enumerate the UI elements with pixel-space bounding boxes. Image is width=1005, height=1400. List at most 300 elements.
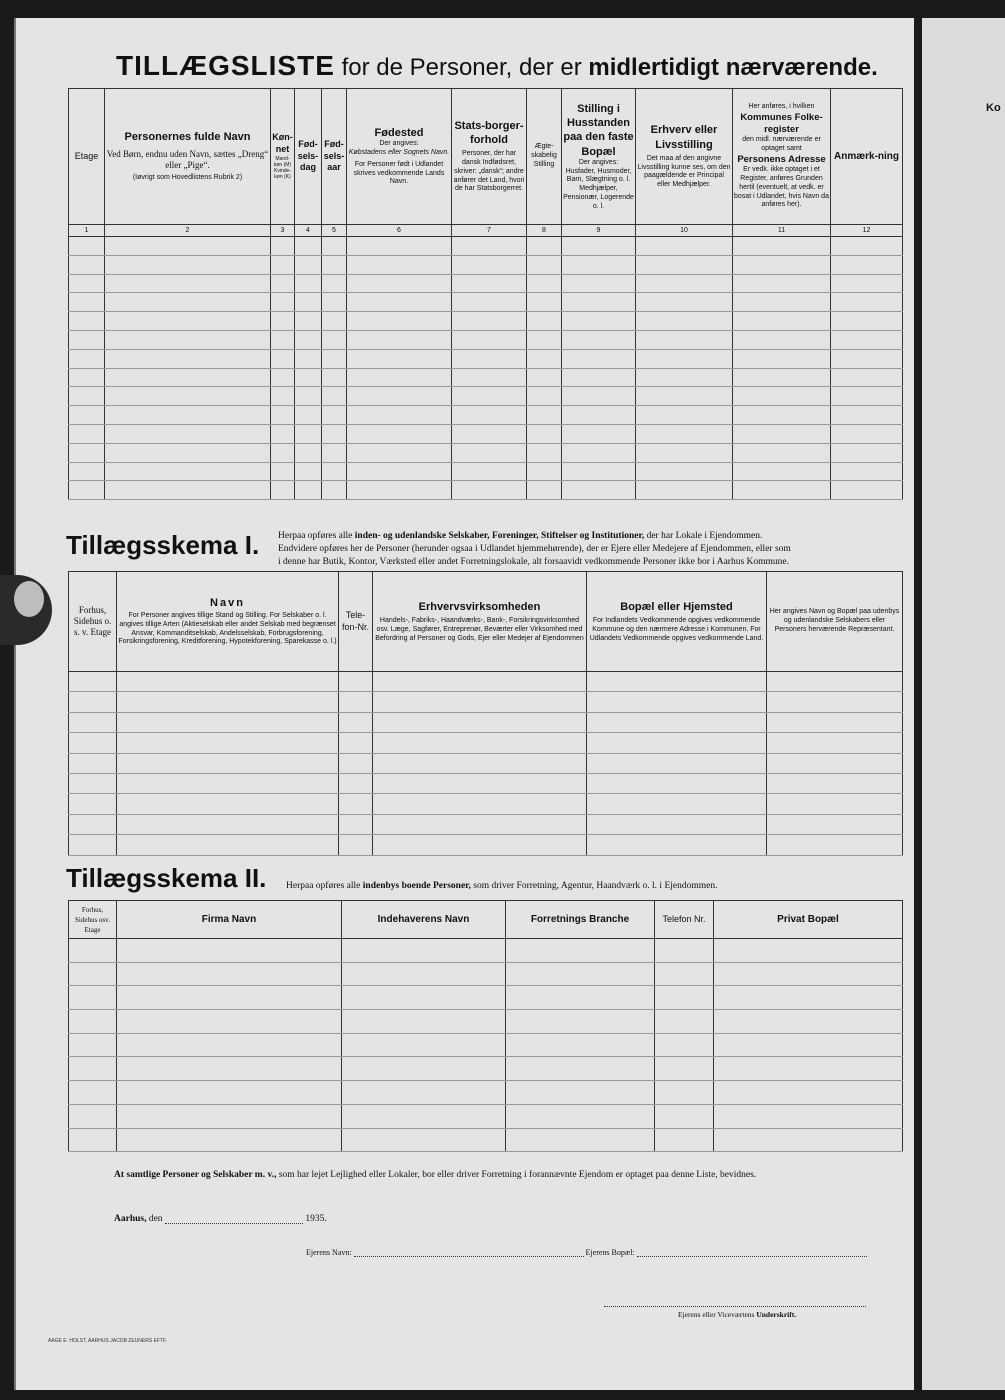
- form-cell[interactable]: [636, 424, 733, 443]
- column-numbers-row: [69, 225, 903, 237]
- form-cell[interactable]: [339, 835, 373, 855]
- form-cell[interactable]: [69, 939, 117, 963]
- form-cell[interactable]: [295, 368, 322, 387]
- form-cell[interactable]: [767, 753, 903, 773]
- form-cell[interactable]: [587, 773, 767, 793]
- form-cell[interactable]: [636, 330, 733, 349]
- form-cell[interactable]: [295, 481, 322, 500]
- table-row: [69, 773, 903, 793]
- form-cell[interactable]: [271, 255, 295, 274]
- form-cell[interactable]: [506, 962, 655, 986]
- form-cell[interactable]: [117, 712, 339, 732]
- form-cell[interactable]: [655, 986, 714, 1010]
- form-cell[interactable]: [322, 387, 347, 406]
- col-number: 9: [562, 225, 636, 237]
- form-cell[interactable]: [69, 1104, 117, 1128]
- form-cell[interactable]: [69, 712, 117, 732]
- form-cell[interactable]: [636, 387, 733, 406]
- form-cell[interactable]: [347, 312, 452, 331]
- form-cell[interactable]: [339, 672, 373, 692]
- form-cell[interactable]: [452, 330, 527, 349]
- s2-col-floor: Forhus, Sidehus osv. Etage: [69, 901, 117, 939]
- form-cell[interactable]: [527, 368, 562, 387]
- form-cell[interactable]: [831, 293, 903, 312]
- form-cell[interactable]: [587, 835, 767, 855]
- form-cell[interactable]: [271, 293, 295, 312]
- form-cell[interactable]: [347, 406, 452, 425]
- form-cell[interactable]: [562, 330, 636, 349]
- form-cell[interactable]: [69, 753, 117, 773]
- form-cell[interactable]: [452, 368, 527, 387]
- form-cell[interactable]: [733, 293, 831, 312]
- form-cell[interactable]: [452, 387, 527, 406]
- form-cell[interactable]: [636, 274, 733, 293]
- form-cell[interactable]: [339, 773, 373, 793]
- form-cell[interactable]: [767, 794, 903, 814]
- form-cell[interactable]: [527, 481, 562, 500]
- form-cell[interactable]: [587, 733, 767, 753]
- form-cell[interactable]: [733, 255, 831, 274]
- form-cell[interactable]: [562, 255, 636, 274]
- form-cell[interactable]: [117, 1033, 342, 1057]
- table-row: [69, 443, 903, 462]
- form-cell[interactable]: [105, 330, 271, 349]
- form-cell[interactable]: [373, 672, 587, 692]
- form-cell[interactable]: [562, 312, 636, 331]
- form-cell[interactable]: [527, 387, 562, 406]
- form-cell[interactable]: [295, 424, 322, 443]
- form-cell[interactable]: [322, 330, 347, 349]
- form-cell[interactable]: [347, 368, 452, 387]
- form-cell[interactable]: [342, 1104, 506, 1128]
- form-cell[interactable]: [295, 312, 322, 331]
- form-cell[interactable]: [347, 424, 452, 443]
- form-cell[interactable]: [831, 424, 903, 443]
- form-cell[interactable]: [117, 962, 342, 986]
- form-cell[interactable]: [562, 368, 636, 387]
- form-cell[interactable]: [733, 312, 831, 331]
- form-cell[interactable]: [295, 349, 322, 368]
- form-cell[interactable]: [69, 274, 105, 293]
- form-cell[interactable]: [733, 462, 831, 481]
- form-cell[interactable]: [322, 443, 347, 462]
- form-cell[interactable]: [295, 330, 322, 349]
- form-cell[interactable]: [105, 481, 271, 500]
- form-cell[interactable]: [339, 733, 373, 753]
- form-cell[interactable]: [342, 1057, 506, 1081]
- form-cell[interactable]: [295, 406, 322, 425]
- form-cell[interactable]: [527, 443, 562, 462]
- owner-line: Ejerens Navn: Ejerens Bopæl:: [306, 1248, 867, 1257]
- s1-col-representative: Her angives Navn og Bopæl paa udenbys og udenlandske Selskabers eller Personers herværende Repræsentant.: [767, 572, 903, 672]
- table-row: [69, 753, 903, 773]
- form-cell[interactable]: [69, 368, 105, 387]
- form-cell[interactable]: [527, 312, 562, 331]
- form-cell[interactable]: [117, 672, 339, 692]
- form-cell[interactable]: [831, 387, 903, 406]
- form-cell[interactable]: [339, 753, 373, 773]
- form-cell[interactable]: [452, 481, 527, 500]
- form-cell[interactable]: [527, 349, 562, 368]
- form-cell[interactable]: [373, 835, 587, 855]
- form-cell[interactable]: [322, 293, 347, 312]
- form-cell[interactable]: [767, 814, 903, 834]
- form-cell[interactable]: [587, 672, 767, 692]
- form-cell[interactable]: [295, 255, 322, 274]
- form-cell[interactable]: [69, 462, 105, 481]
- form-cell[interactable]: [506, 1057, 655, 1081]
- form-cell[interactable]: [562, 293, 636, 312]
- form-cell[interactable]: [295, 237, 322, 256]
- form-cell[interactable]: [527, 424, 562, 443]
- form-cell[interactable]: [322, 424, 347, 443]
- form-cell[interactable]: [69, 986, 117, 1010]
- form-cell[interactable]: [655, 1128, 714, 1152]
- form-cell[interactable]: [506, 1128, 655, 1152]
- form-cell[interactable]: [655, 1010, 714, 1034]
- form-cell[interactable]: [271, 406, 295, 425]
- form-cell[interactable]: [339, 692, 373, 712]
- form-cell[interactable]: [271, 330, 295, 349]
- form-cell[interactable]: [733, 237, 831, 256]
- form-cell[interactable]: [271, 349, 295, 368]
- form-cell[interactable]: [733, 330, 831, 349]
- form-cell[interactable]: [69, 733, 117, 753]
- form-cell[interactable]: [733, 406, 831, 425]
- form-cell[interactable]: [636, 368, 733, 387]
- form-cell[interactable]: [117, 939, 342, 963]
- form-cell[interactable]: [714, 962, 903, 986]
- form-cell[interactable]: [373, 712, 587, 732]
- form-cell[interactable]: [342, 939, 506, 963]
- form-cell[interactable]: [636, 237, 733, 256]
- form-cell[interactable]: [105, 312, 271, 331]
- form-cell[interactable]: [295, 387, 322, 406]
- form-cell[interactable]: [347, 274, 452, 293]
- form-cell[interactable]: [831, 312, 903, 331]
- form-cell[interactable]: [587, 814, 767, 834]
- schema2-heading: [66, 863, 266, 894]
- form-cell[interactable]: [562, 443, 636, 462]
- form-cell[interactable]: [105, 293, 271, 312]
- form-cell[interactable]: [271, 312, 295, 331]
- form-cell[interactable]: [295, 462, 322, 481]
- form-cell[interactable]: [452, 237, 527, 256]
- form-cell[interactable]: [105, 387, 271, 406]
- form-cell[interactable]: [373, 733, 587, 753]
- form-cell[interactable]: [117, 733, 339, 753]
- form-cell[interactable]: [733, 274, 831, 293]
- form-cell[interactable]: [347, 387, 452, 406]
- table-row: [69, 1010, 903, 1034]
- form-cell[interactable]: [452, 349, 527, 368]
- form-cell[interactable]: [527, 274, 562, 293]
- form-cell[interactable]: [506, 939, 655, 963]
- form-cell[interactable]: [271, 274, 295, 293]
- form-cell[interactable]: [322, 274, 347, 293]
- owner-name-field[interactable]: [354, 1256, 584, 1257]
- form-cell[interactable]: [105, 349, 271, 368]
- form-cell[interactable]: [714, 939, 903, 963]
- form-cell[interactable]: [562, 237, 636, 256]
- form-cell[interactable]: [452, 255, 527, 274]
- form-cell[interactable]: [69, 255, 105, 274]
- form-cell[interactable]: [587, 794, 767, 814]
- form-cell[interactable]: [69, 672, 117, 692]
- form-cell[interactable]: [831, 481, 903, 500]
- form-cell[interactable]: [527, 293, 562, 312]
- form-cell[interactable]: [636, 406, 733, 425]
- table-row: [69, 237, 903, 256]
- date-field[interactable]: [165, 1223, 303, 1224]
- form-cell[interactable]: [733, 387, 831, 406]
- form-cell[interactable]: [69, 1128, 117, 1152]
- form-cell[interactable]: [527, 330, 562, 349]
- form-cell[interactable]: [655, 962, 714, 986]
- form-cell[interactable]: [342, 1010, 506, 1034]
- form-cell[interactable]: [452, 443, 527, 462]
- form-cell[interactable]: [831, 443, 903, 462]
- form-cell[interactable]: [636, 312, 733, 331]
- form-cell[interactable]: [69, 773, 117, 793]
- form-cell[interactable]: [527, 462, 562, 481]
- form-cell[interactable]: [655, 1033, 714, 1057]
- form-cell[interactable]: [373, 692, 587, 712]
- form-cell[interactable]: [342, 1033, 506, 1057]
- form-cell[interactable]: [69, 293, 105, 312]
- form-cell[interactable]: [636, 255, 733, 274]
- form-cell[interactable]: [733, 424, 831, 443]
- form-cell[interactable]: [636, 443, 733, 462]
- form-cell[interactable]: [322, 462, 347, 481]
- form-cell[interactable]: [69, 481, 105, 500]
- form-cell[interactable]: [69, 692, 117, 712]
- form-cell[interactable]: [322, 312, 347, 331]
- form-cell[interactable]: [767, 835, 903, 855]
- form-cell[interactable]: [587, 712, 767, 732]
- form-cell[interactable]: [347, 443, 452, 462]
- form-cell[interactable]: [117, 1104, 342, 1128]
- form-cell[interactable]: [562, 387, 636, 406]
- form-cell[interactable]: [347, 237, 452, 256]
- form-cell[interactable]: [117, 692, 339, 712]
- form-cell[interactable]: [347, 293, 452, 312]
- form-cell[interactable]: [655, 1057, 714, 1081]
- form-cell[interactable]: [339, 814, 373, 834]
- col-number: 8: [527, 225, 562, 237]
- form-cell[interactable]: [342, 1081, 506, 1105]
- form-cell[interactable]: [767, 773, 903, 793]
- form-cell[interactable]: [69, 794, 117, 814]
- form-cell[interactable]: [636, 293, 733, 312]
- schema1-heading: [66, 530, 259, 561]
- form-cell[interactable]: [117, 835, 339, 855]
- form-cell[interactable]: [831, 255, 903, 274]
- form-cell[interactable]: [714, 1010, 903, 1034]
- form-cell[interactable]: [714, 986, 903, 1010]
- form-cell[interactable]: [506, 986, 655, 1010]
- form-cell[interactable]: [295, 293, 322, 312]
- owner-address-field[interactable]: [637, 1256, 867, 1257]
- form-cell[interactable]: [452, 293, 527, 312]
- form-cell[interactable]: [506, 1010, 655, 1034]
- form-cell[interactable]: [69, 1057, 117, 1081]
- form-cell[interactable]: [452, 406, 527, 425]
- form-cell[interactable]: [105, 255, 271, 274]
- form-cell[interactable]: [117, 1128, 342, 1152]
- form-cell[interactable]: [373, 773, 587, 793]
- form-cell[interactable]: [347, 255, 452, 274]
- form-cell[interactable]: [655, 1104, 714, 1128]
- form-cell[interactable]: [69, 814, 117, 834]
- form-cell[interactable]: [105, 462, 271, 481]
- form-cell[interactable]: [714, 1033, 903, 1057]
- form-cell[interactable]: [339, 794, 373, 814]
- form-cell[interactable]: [69, 237, 105, 256]
- form-cell[interactable]: [69, 443, 105, 462]
- form-cell[interactable]: [339, 712, 373, 732]
- form-cell[interactable]: [452, 462, 527, 481]
- form-cell[interactable]: [562, 424, 636, 443]
- form-cell[interactable]: [271, 481, 295, 500]
- table-row: [69, 794, 903, 814]
- form-cell[interactable]: [105, 424, 271, 443]
- form-cell[interactable]: [271, 387, 295, 406]
- form-cell[interactable]: [271, 237, 295, 256]
- table-row: [69, 1104, 903, 1128]
- form-cell[interactable]: [105, 368, 271, 387]
- form-cell[interactable]: [714, 1128, 903, 1152]
- form-cell[interactable]: [322, 237, 347, 256]
- form-cell[interactable]: [831, 462, 903, 481]
- form-cell[interactable]: [562, 462, 636, 481]
- form-cell[interactable]: [271, 368, 295, 387]
- form-cell[interactable]: [714, 1104, 903, 1128]
- form-cell[interactable]: [342, 986, 506, 1010]
- form-cell[interactable]: [527, 255, 562, 274]
- col-number: 10: [636, 225, 733, 237]
- form-cell[interactable]: [69, 424, 105, 443]
- form-cell[interactable]: [105, 443, 271, 462]
- signature-field[interactable]: [604, 1306, 866, 1307]
- form-cell[interactable]: [831, 274, 903, 293]
- form-cell[interactable]: [322, 406, 347, 425]
- form-cell[interactable]: [767, 712, 903, 732]
- form-cell[interactable]: [69, 962, 117, 986]
- date-line: Aarhus, den 1935.: [114, 1214, 327, 1224]
- form-cell[interactable]: [733, 349, 831, 368]
- form-cell[interactable]: [562, 274, 636, 293]
- form-cell[interactable]: [831, 368, 903, 387]
- form-cell[interactable]: [69, 312, 105, 331]
- form-cell[interactable]: [347, 462, 452, 481]
- form-cell[interactable]: [295, 443, 322, 462]
- form-cell[interactable]: [506, 1104, 655, 1128]
- form-cell[interactable]: [831, 237, 903, 256]
- form-cell[interactable]: [831, 406, 903, 425]
- form-cell[interactable]: [347, 481, 452, 500]
- form-cell[interactable]: [69, 330, 105, 349]
- form-cell[interactable]: [342, 1128, 506, 1152]
- form-cell[interactable]: [69, 835, 117, 855]
- form-cell[interactable]: [69, 387, 105, 406]
- form-cell[interactable]: [347, 330, 452, 349]
- form-cell[interactable]: [322, 255, 347, 274]
- form-cell[interactable]: [117, 986, 342, 1010]
- form-cell[interactable]: [69, 1010, 117, 1034]
- form-cell[interactable]: [322, 368, 347, 387]
- form-cell[interactable]: [105, 406, 271, 425]
- form-cell[interactable]: [714, 1081, 903, 1105]
- form-cell[interactable]: [831, 349, 903, 368]
- form-cell[interactable]: [342, 962, 506, 986]
- form-cell[interactable]: [767, 733, 903, 753]
- form-cell[interactable]: [636, 481, 733, 500]
- form-cell[interactable]: [322, 481, 347, 500]
- form-cell[interactable]: [655, 1081, 714, 1105]
- form-cell[interactable]: [69, 406, 105, 425]
- form-cell[interactable]: [506, 1081, 655, 1105]
- form-cell[interactable]: [105, 274, 271, 293]
- form-cell[interactable]: [69, 1033, 117, 1057]
- form-cell[interactable]: [69, 349, 105, 368]
- form-cell[interactable]: [767, 672, 903, 692]
- form-cell[interactable]: [117, 753, 339, 773]
- form-cell[interactable]: [373, 814, 587, 834]
- form-cell[interactable]: [373, 753, 587, 773]
- form-cell[interactable]: [117, 1057, 342, 1081]
- s2-col-phone: Telefon Nr.: [655, 901, 714, 939]
- form-cell[interactable]: [105, 237, 271, 256]
- form-cell[interactable]: [373, 794, 587, 814]
- form-cell[interactable]: [117, 773, 339, 793]
- form-cell[interactable]: [733, 481, 831, 500]
- form-cell[interactable]: [636, 462, 733, 481]
- form-cell[interactable]: [69, 1081, 117, 1105]
- form-title: [116, 50, 878, 82]
- form-cell[interactable]: [562, 349, 636, 368]
- form-cell[interactable]: [562, 481, 636, 500]
- form-cell[interactable]: [117, 1010, 342, 1034]
- form-cell[interactable]: [527, 237, 562, 256]
- form-cell[interactable]: [587, 692, 767, 712]
- form-cell[interactable]: [117, 814, 339, 834]
- form-cell[interactable]: [295, 274, 322, 293]
- form-cell[interactable]: [714, 1057, 903, 1081]
- form-cell[interactable]: [117, 794, 339, 814]
- form-cell[interactable]: [271, 462, 295, 481]
- form-cell[interactable]: [655, 939, 714, 963]
- form-cell[interactable]: [271, 443, 295, 462]
- form-cell[interactable]: [767, 692, 903, 712]
- form-cell[interactable]: [452, 274, 527, 293]
- form-cell[interactable]: [506, 1033, 655, 1057]
- form-cell[interactable]: [527, 406, 562, 425]
- form-cell[interactable]: [733, 443, 831, 462]
- form-cell[interactable]: [733, 368, 831, 387]
- form-cell[interactable]: [322, 349, 347, 368]
- signature-label: Ejerens eller Viceværtens Underskrift.: [678, 1310, 797, 1319]
- form-cell[interactable]: [271, 424, 295, 443]
- form-cell[interactable]: [562, 406, 636, 425]
- form-cell[interactable]: [831, 330, 903, 349]
- form-cell[interactable]: [347, 349, 452, 368]
- form-cell[interactable]: [452, 424, 527, 443]
- form-cell[interactable]: [117, 1081, 342, 1105]
- form-cell[interactable]: [587, 753, 767, 773]
- form-cell[interactable]: [636, 349, 733, 368]
- form-cell[interactable]: [452, 312, 527, 331]
